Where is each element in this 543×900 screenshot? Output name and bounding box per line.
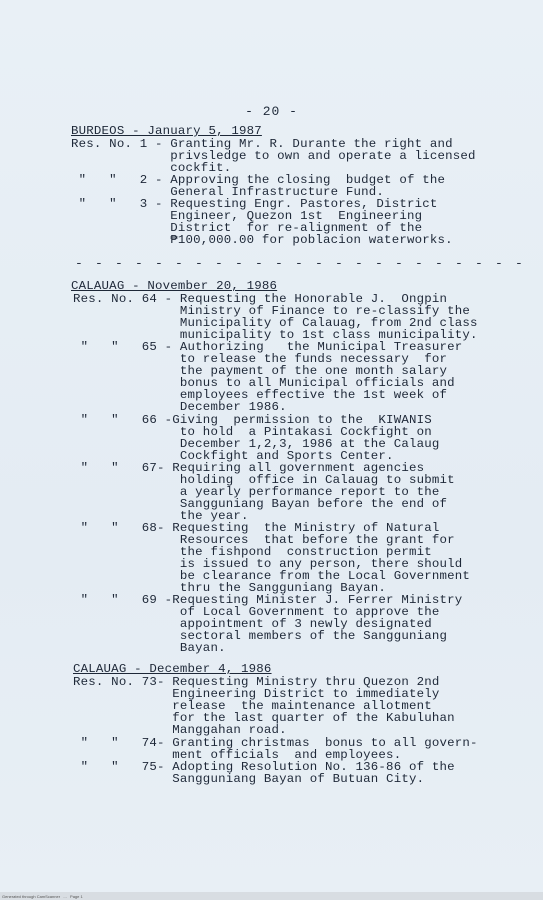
- resolution-line: " " 67- Requiring all government agencies: [73, 460, 425, 475]
- resolution-line: the payment of the one month salary: [73, 364, 448, 379]
- resolution-line: holding office in Calauag to submit: [73, 472, 455, 487]
- resolution-line: General Infrastructure Fund.: [71, 185, 385, 199]
- section-separator: - - - - - - - - - - - - - - - - - - - - - - -: [75, 256, 526, 271]
- section-header-calauag-november: CALAUAG - November 20, 1986: [71, 279, 278, 293]
- resolution-line: " " 66 -Giving permission to the KIWANIS: [73, 412, 432, 427]
- resolution-line: sectoral members of the Sangguniang: [73, 629, 448, 644]
- resolution-line: " " 65 - Authorizing the Municipal Treasurer: [73, 340, 463, 355]
- resolution-line: Cockfight and Sports Center.: [73, 448, 394, 463]
- resolution-line: " " 74- Granting christmas bonus to all govern-: [73, 735, 478, 750]
- page-number: - 20 -: [245, 104, 298, 119]
- resolution-line: " " 69 -Requesting Minister J. Ferrer Ministry: [73, 593, 463, 608]
- resolution-line: Engineer, Quezon 1st Engineering: [71, 209, 423, 223]
- resolution-line: Municipality of Calauag, from 2nd class: [73, 316, 478, 331]
- resolution-line: " " 75- Adopting Resolution No. 136-86 of the: [73, 759, 455, 774]
- resolution-line: thru the Sangguniang Bayan.: [73, 581, 387, 596]
- resolution-line: employees effective the 1st week of: [73, 388, 448, 403]
- resolution-line: Res. No. 64 - Requesting the Honorable J. Ongpin: [73, 292, 448, 306]
- resolution-line: is issued to any person, there should: [73, 557, 463, 572]
- resolution-line: " " 2 - Approving the closing budget of the: [71, 173, 446, 187]
- resolution-line: December 1986.: [73, 400, 287, 415]
- resolution-line: Resources that before the grant for: [73, 533, 455, 547]
- resolution-line: appointment of 3 newly designated: [73, 617, 432, 632]
- resolution-line: Bayan.: [73, 641, 226, 656]
- resolution-line: to release the funds necessary for: [73, 352, 448, 367]
- resolution-line: bonus to all Municipal officials and: [73, 376, 455, 391]
- resolution-line: for the last quarter of the Kabuluhan: [73, 711, 455, 726]
- resolution-line: " " 68- Requesting the Ministry of Natural: [73, 520, 440, 535]
- resolution-line: cockfit.: [71, 161, 232, 175]
- resolution-line: of Local Government to approve the: [73, 605, 440, 620]
- resolution-line: release the maintenance allotment: [73, 699, 432, 714]
- resolution-line: Ministry of Finance to re-classify the: [73, 304, 471, 319]
- resolution-line: be clearance from the Local Government: [73, 569, 471, 584]
- scan-footer: Generated through CamScanner ... Page 1: [2, 894, 83, 899]
- resolution-line: to hold a Pintakasi Cockfight on: [73, 424, 432, 439]
- resolution-line: December 1,2,3, 1986 at the Calaug: [73, 436, 440, 451]
- resolution-line: Manggahan road.: [73, 723, 287, 738]
- resolution-line: the fishpond construction permit: [73, 545, 432, 560]
- resolution-line: Sangguniang Bayan of Butuan City.: [73, 771, 425, 786]
- resolution-line: ₱100,000.00 for poblacion waterworks.: [71, 233, 453, 247]
- resolution-line: " " 3 - Requesting Engr. Pastores, District: [71, 197, 438, 211]
- section-header-calauag-december: CALAUAG - December 4, 1986: [73, 662, 272, 676]
- section-header-burdeos: BURDEOS - January 5, 1987: [71, 124, 262, 138]
- resolution-line: District for re-alignment of the: [71, 221, 423, 235]
- resolution-line: privsledge to own and operate a licensed: [71, 149, 476, 163]
- resolution-line: the year.: [73, 508, 249, 523]
- resolution-line: ment officials and employees.: [73, 747, 402, 762]
- resolution-line: Sangguniang Bayan before the end of: [73, 496, 448, 511]
- resolution-line: municipality to 1st class municipality.: [73, 328, 478, 343]
- resolution-line: Res. No. 73- Requesting Ministry thru Quezon 2nd: [73, 675, 440, 689]
- resolution-line: a yearly performance report to the: [73, 484, 440, 499]
- resolution-line: Res. No. 1 - Granting Mr. R. Durante the right and: [71, 137, 453, 151]
- resolution-line: Engineering District to immediately: [73, 687, 440, 702]
